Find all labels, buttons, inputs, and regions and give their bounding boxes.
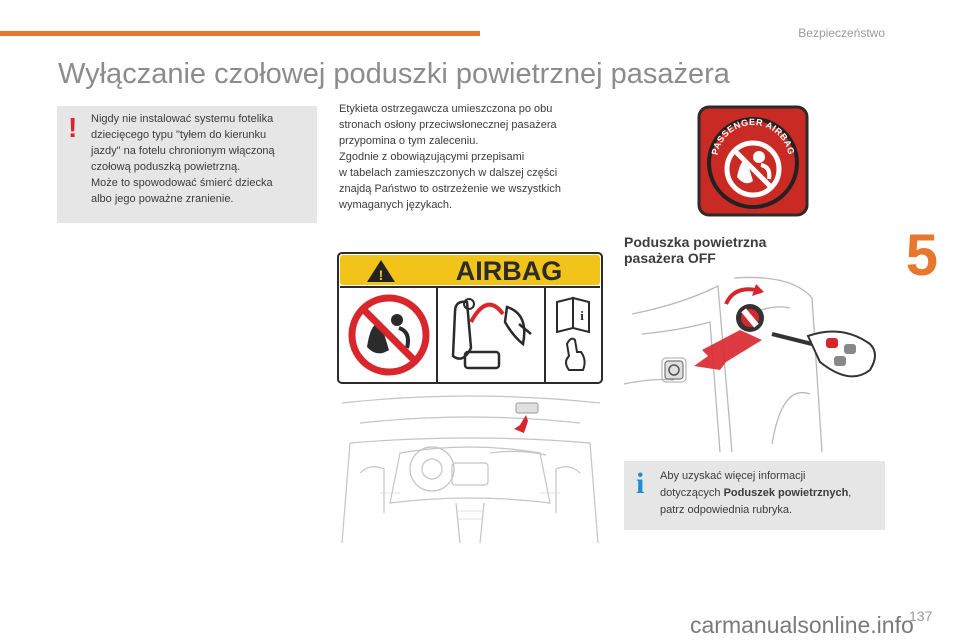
- watermark-text[interactable]: carmanualsonline.info: [690, 612, 914, 638]
- svg-text:PASSENGER AIRBAG: PASSENGER AIRBAG: [709, 116, 797, 156]
- warning-box: [57, 106, 317, 223]
- svg-text:i: i: [580, 308, 584, 323]
- body-paragraph: Etykieta ostrzegawcza umieszczona po obu stronach osłony przeciwsłonecznej pasażera przypomina o tym zaleceniu. Zgodnie z obowiązującymi przepisami w tabelach zamieszczonych w dalszej części znajdą Państwo to ostrzeżenie we wszystkich wymaganych językach.: [339, 103, 561, 211]
- warning-text: Nigdy nie instalować systemu fotelika dziecięcego typu "tyłem do kierunku jazdy" na fotelu chronionym włączoną czołową poduszką powietrzną. Może to spowodować śmierć dziecka albo jego poważne zranienie.: [91, 113, 275, 205]
- airbag-warning-label-image: [337, 252, 603, 384]
- passenger-airbag-sticker-image: [697, 105, 809, 217]
- header-accent-bar: [0, 31, 480, 36]
- info-box: [624, 461, 885, 530]
- vehicle-cabin-illustration: [340, 393, 602, 543]
- exclamation-icon: !: [68, 112, 78, 143]
- svg-text:!: !: [378, 267, 384, 283]
- info-icon: i: [636, 467, 645, 500]
- svg-text:AIRBAG: AIRBAG: [455, 256, 563, 286]
- airbag-switch-illustration: [622, 274, 887, 452]
- page-title: Wyłączanie czołowej poduszki powietrznej pasażera: [58, 58, 730, 90]
- section-subheading: Poduszka powietrzna pasażera OFF: [624, 234, 767, 266]
- chapter-number: 5: [905, 223, 938, 288]
- page-number: 137: [909, 608, 933, 624]
- section-label: Bezpieczeństwo: [798, 26, 885, 40]
- info-text: Aby uzyskać więcej informacji dotyczących Poduszek powietrznych, patrz odpowiednia rubryka.: [660, 470, 852, 516]
